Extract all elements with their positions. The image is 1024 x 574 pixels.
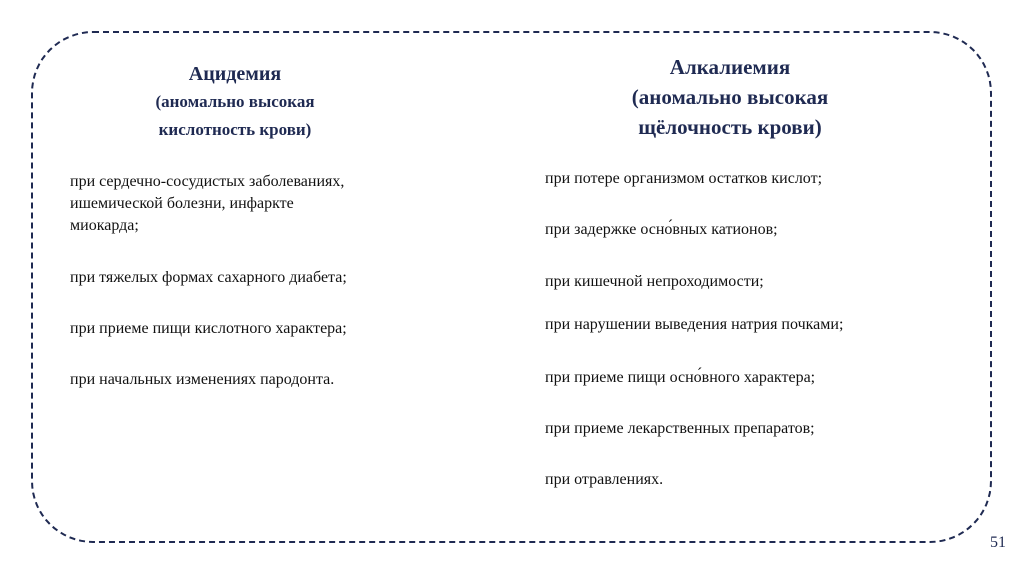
acidemia-subtitle-line2: кислотность крови) [158, 120, 312, 139]
alkalemia-item-3: при кишечной непроходимости; [545, 273, 764, 290]
acidemia-heading [120, 60, 350, 144]
alkalemia-item-1: при потере организмом остатков кислот; [545, 170, 823, 187]
alkalemia-heading [570, 52, 890, 142]
page-number: 51 [990, 534, 1006, 551]
alkalemia-item-7: при отравлениях. [545, 471, 664, 488]
acidemia-item-4-line1: при начальных изменениях пародонта. [70, 371, 335, 388]
acidemia-item-4 [70, 369, 334, 391]
alkalemia-item-2: при задержке осно́вных катионов; [545, 221, 778, 238]
alkalemia-item-6: при приеме лекарственных препаратов; [545, 420, 815, 437]
acidemia-item-2 [70, 267, 347, 289]
acidemia-item-1-line2: ишемической болезни, инфаркте [70, 195, 294, 212]
acidemia-item-1 [70, 171, 344, 237]
alkalemia-item-5: при приеме пищи осно́вного характера; [545, 369, 816, 386]
alkalemia-subtitle-line2: щёлочность крови) [638, 115, 822, 139]
acidemia-title: Ацидемия [188, 63, 282, 85]
acidemia-subtitle-line1: (аномально высокая [155, 92, 315, 111]
acidemia-item-2-line1: при тяжелых формах сахарного диабета; [70, 269, 347, 286]
alkalemia-item-4: при нарушении выведения натрия почками; [545, 316, 844, 333]
acidemia-item-3-line1: при приеме пищи кислотного характера; [70, 320, 347, 337]
acidemia-item-1-line3: миокарда; [70, 217, 139, 234]
acidemia-item-3 [70, 318, 347, 340]
acidemia-item-1-line1: при сердечно-сосудистых заболеваниях, [70, 173, 345, 190]
alkalemia-title: Алкалиемия [669, 55, 791, 79]
alkalemia-subtitle-line1: (аномально высокая [631, 85, 829, 109]
